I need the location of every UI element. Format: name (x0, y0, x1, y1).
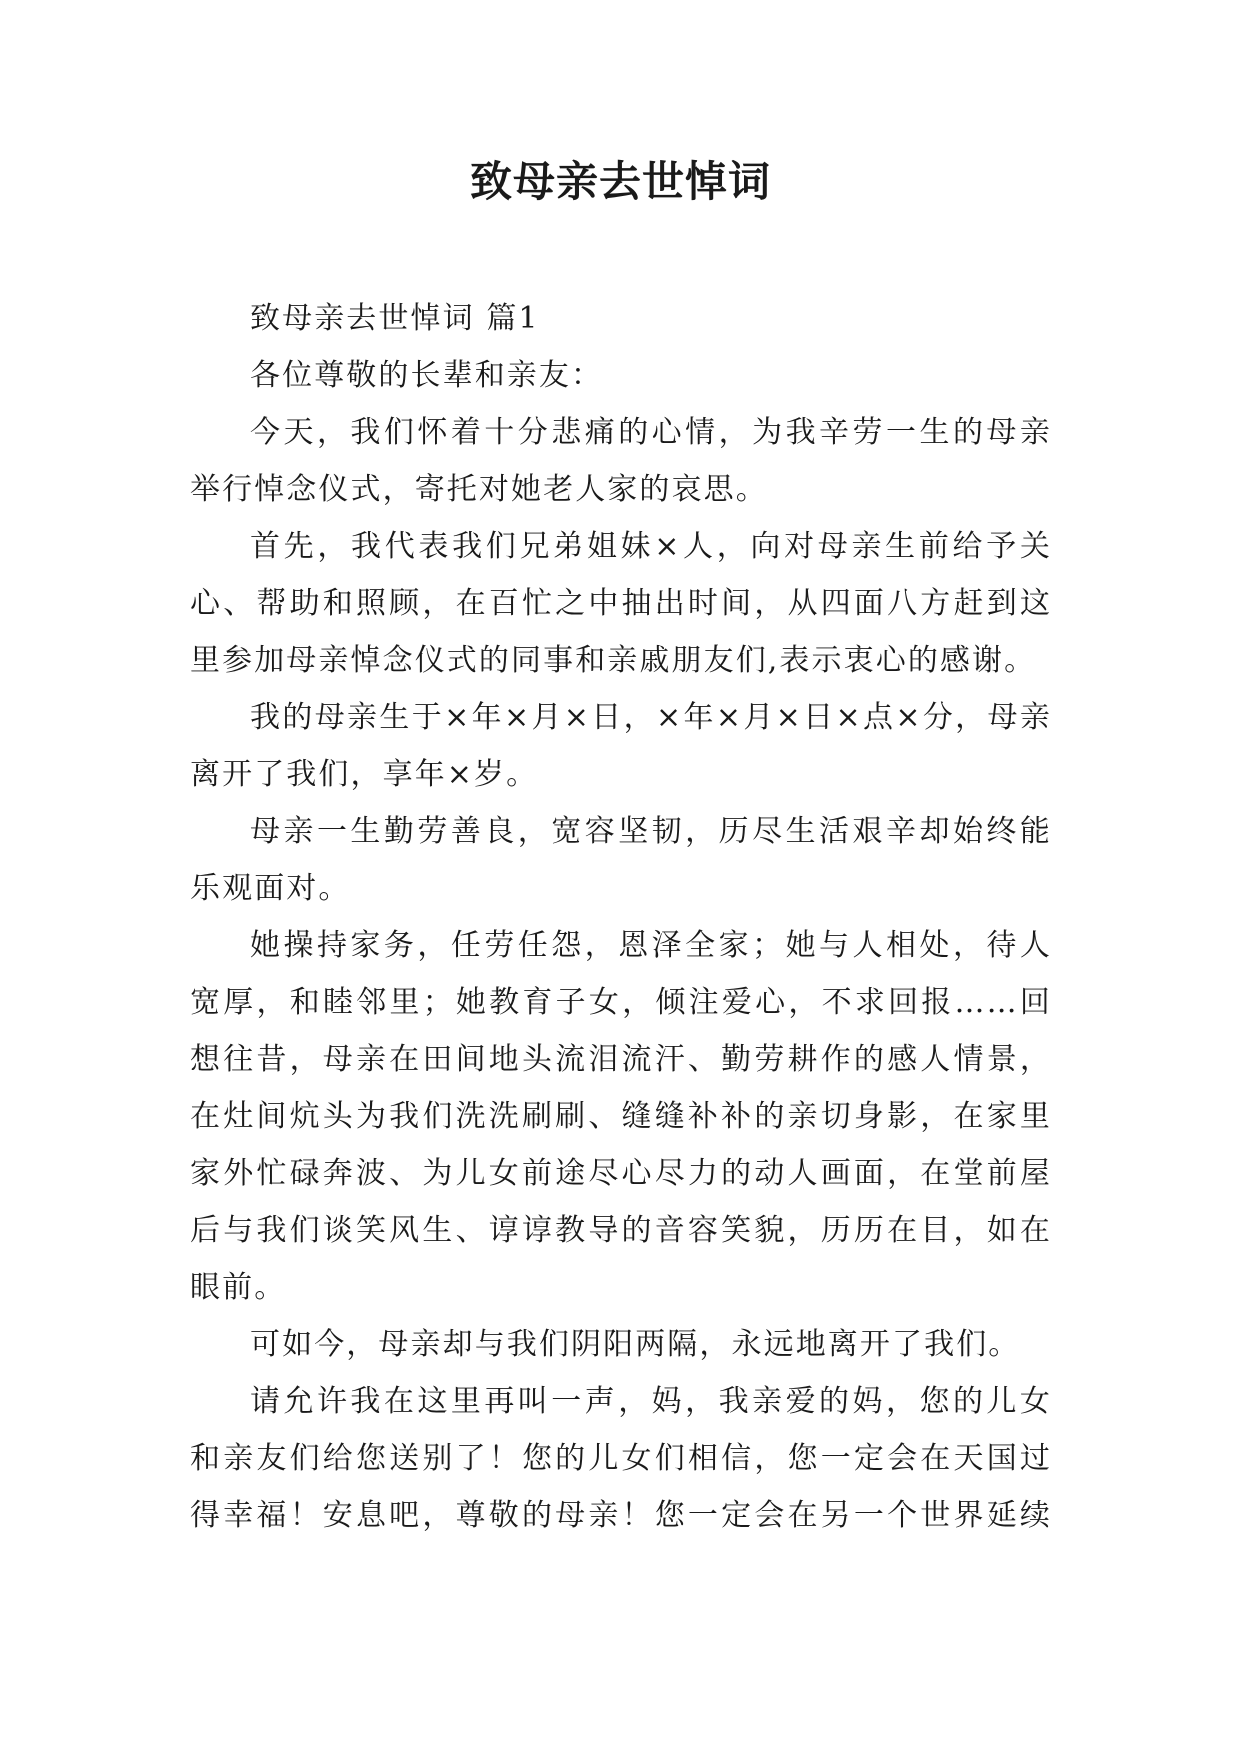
paragraph: 我的母亲生于×年×月×日，×年×月×日×点×分，母亲离开了我们，享年×岁。 (190, 700, 1052, 792)
salutation: 各位尊敬的长辈和亲友： (250, 358, 604, 393)
paragraph: 请允许我在这里再叫一声，妈，我亲爱的妈，您的儿女和亲友们给您送别了！您的儿女们相信，您一定会在天国过得幸福！安息吧，尊敬的母亲！您一定会在另一个世界延续 (190, 1384, 1052, 1533)
document-body (190, 290, 1052, 1544)
paragraph: 她操持家务，任劳任怨，恩泽全家；她与人相处，待人宽厚，和睦邻里；她教育子女，倾注爱心，不求回报……回想往昔，母亲在田间地头流泪流汗、勤劳耕作的感人情景，在灶间炕头为我们洗洗刷刷、缝缝补补的亲切身影，在家里家外忙碌奔波、为儿女前途尽心尽力的动人画面，在堂前屋后与我们谈笑风生、谆谆教导的音容笑貌，历历在目，如在眼前。 (190, 928, 1052, 1305)
paragraph: 母亲一生勤劳善良，宽容坚韧，历尽生活艰辛却始终能乐观面对。 (190, 814, 1052, 906)
document-title: 致母亲去世悼词 (469, 157, 771, 206)
section-heading: 致母亲去世悼词 篇1 (250, 301, 540, 336)
paragraph: 首先，我代表我们兄弟姐妹×人，向对母亲生前给予关心、帮助和照顾，在百忙之中抽出时间，从四面八方赶到这里参加母亲悼念仪式的同事和亲戚朋友们,表示衷心的感谢。 (190, 529, 1052, 678)
paragraph: 可如今，母亲却与我们阴阳两隔，永远地离开了我们。 (250, 1327, 1021, 1362)
paragraph: 今天，我们怀着十分悲痛的心情，为我辛劳一生的母亲举行悼念仪式，寄托对她老人家的哀思。 (190, 415, 1052, 507)
